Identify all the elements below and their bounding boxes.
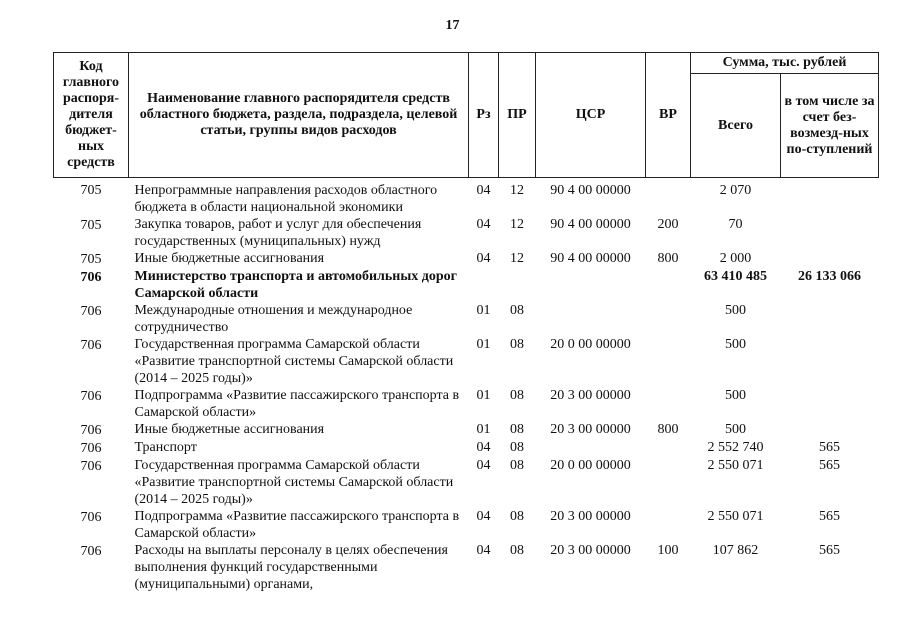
table-row [54, 250, 879, 268]
row-total: 2 070 [719, 183, 752, 198]
row-total: 500 [725, 388, 746, 403]
row-code: 706 [80, 338, 102, 353]
row-name: Подпрограмма «Развитие пассажирского транспорта в Самарской области» [134, 388, 460, 420]
row-csr: 20 3 00 00000 [550, 543, 631, 558]
row-name: Иные бюджетные ассигнования [134, 422, 325, 437]
row-code: 706 [80, 510, 102, 525]
header-rz: Рз [469, 53, 499, 178]
row-code: 706 [80, 544, 102, 559]
row-code: 706 [80, 389, 102, 404]
row-code: 706 [80, 270, 102, 285]
row-vr: 200 [657, 217, 679, 232]
row-code: 705 [80, 252, 102, 267]
row-code: 705 [80, 183, 102, 198]
table-row [54, 508, 879, 542]
row-name: Подпрограмма «Развитие пассажирского транспорта в Самарской области» [134, 509, 460, 541]
row-total: 107 862 [712, 543, 759, 558]
row-vr: 800 [657, 251, 679, 266]
header-csr: ЦСР [536, 53, 646, 178]
row-csr: 90 4 00 00000 [550, 183, 631, 198]
row-incl: 565 [819, 509, 840, 524]
row-total: 63 410 485 [704, 269, 767, 284]
table-row [54, 439, 879, 457]
table-row [54, 336, 879, 387]
row-pr: 08 [510, 440, 524, 455]
row-code: 706 [80, 459, 102, 474]
row-csr: 20 3 00 00000 [550, 509, 631, 524]
row-vr: 800 [657, 422, 679, 437]
row-rz: 04 [476, 509, 491, 524]
row-incl [781, 216, 879, 250]
row-rz: 04 [476, 458, 491, 473]
row-rz: 01 [476, 388, 491, 403]
row-csr [536, 302, 646, 336]
row-vr [646, 268, 691, 302]
row-rz: 04 [476, 440, 491, 455]
row-pr: 12 [510, 183, 524, 198]
row-vr [646, 439, 691, 457]
row-name: Государственная программа Самарской области «Развитие транспортной системы Самарской области (2014 – 2025 годы)» [134, 458, 454, 507]
row-rz: 01 [476, 303, 491, 318]
row-name: Расходы на выплаты персоналу в целях обеспечения выполнения функций государственными (муниципальными) органами, [134, 543, 448, 592]
row-total: 2 000 [719, 251, 752, 266]
row-pr: 12 [510, 251, 524, 266]
row-pr: 08 [510, 422, 524, 437]
row-code: 706 [80, 441, 102, 456]
header-code: Код главного распоря-дителя бюджет-ных средств [54, 53, 129, 178]
row-total: 500 [725, 422, 746, 437]
page-number: 17 [445, 18, 460, 33]
row-name: Непрограммные направления расходов областного бюджета в области национальной экономики [134, 183, 438, 215]
row-pr: 12 [510, 217, 524, 232]
row-csr: 20 0 00 00000 [550, 337, 631, 352]
table-row [54, 387, 879, 421]
row-total: 2 552 740 [707, 440, 764, 455]
row-csr [536, 439, 646, 457]
row-pr: 08 [510, 543, 524, 558]
row-incl [781, 387, 879, 421]
header-vr: ВР [646, 53, 691, 178]
row-name: Иные бюджетные ассигнования [134, 251, 325, 266]
row-rz [469, 268, 499, 302]
row-rz: 04 [476, 217, 491, 232]
row-rz: 01 [476, 422, 491, 437]
header-sum: Сумма, тыс. рублей [691, 53, 879, 74]
row-rz: 04 [476, 251, 491, 266]
row-name: Министерство транспорта и автомобильных дорог Самарской области [134, 269, 457, 301]
row-rz: 04 [476, 183, 491, 198]
row-csr: 90 4 00 00000 [550, 251, 631, 266]
row-total: 2 550 071 [707, 509, 764, 524]
row-code: 705 [80, 218, 102, 233]
row-name: Государственная программа Самарской области «Развитие транспортной системы Самарской области (2014 – 2025 годы)» [134, 337, 454, 386]
row-pr: 08 [510, 303, 524, 318]
table-row [54, 542, 879, 593]
table-row [54, 457, 879, 508]
table-row [54, 178, 879, 217]
table-header [54, 53, 879, 178]
header-pr: ПР [499, 53, 536, 178]
table-row [54, 216, 879, 250]
row-csr: 20 3 00 00000 [550, 422, 631, 437]
row-incl: 26 133 066 [798, 269, 861, 284]
row-vr [646, 178, 691, 217]
row-total: 2 550 071 [707, 458, 764, 473]
row-incl: 565 [819, 458, 840, 473]
row-rz: 04 [476, 543, 491, 558]
row-name: Закупка товаров, работ и услуг для обеспечения государственных (муниципальных) нужд [134, 217, 422, 249]
row-pr: 08 [510, 337, 524, 352]
row-code: 706 [80, 423, 102, 438]
row-incl [781, 250, 879, 268]
table-row [54, 268, 879, 302]
table-row [54, 302, 879, 336]
row-total: 500 [725, 337, 746, 352]
row-incl: 565 [819, 543, 840, 558]
row-pr: 08 [510, 458, 524, 473]
header-total: Всего [691, 74, 781, 178]
row-vr [646, 387, 691, 421]
table-row [54, 421, 879, 439]
row-incl [781, 336, 879, 387]
row-vr [646, 457, 691, 508]
row-rz: 01 [476, 337, 491, 352]
row-incl: 565 [819, 440, 840, 455]
row-pr: 08 [510, 388, 524, 403]
table-body [54, 178, 879, 594]
row-total: 70 [728, 217, 743, 232]
row-incl [781, 302, 879, 336]
row-csr: 20 3 00 00000 [550, 388, 631, 403]
row-vr [646, 508, 691, 542]
row-incl [781, 421, 879, 439]
row-vr [646, 336, 691, 387]
row-name: Транспорт [134, 440, 197, 455]
row-vr: 100 [657, 543, 679, 558]
row-incl [781, 178, 879, 217]
row-csr: 20 0 00 00000 [550, 458, 631, 473]
row-csr [536, 268, 646, 302]
row-pr: 08 [510, 509, 524, 524]
row-pr [499, 268, 536, 302]
row-name: Международные отношения и международное сотрудничество [134, 303, 413, 335]
row-vr [646, 302, 691, 336]
header-incl: в том числе за счет без-возмезд-ных по-ступлений [781, 74, 879, 178]
row-code: 706 [80, 304, 102, 319]
row-total: 500 [725, 303, 746, 318]
budget-table [53, 52, 879, 593]
row-csr: 90 4 00 00000 [550, 217, 631, 232]
header-name: Наименование главного распорядителя средств областного бюджета, раздела, подраздела, целевой статьи, группы видов расходов [129, 53, 469, 178]
